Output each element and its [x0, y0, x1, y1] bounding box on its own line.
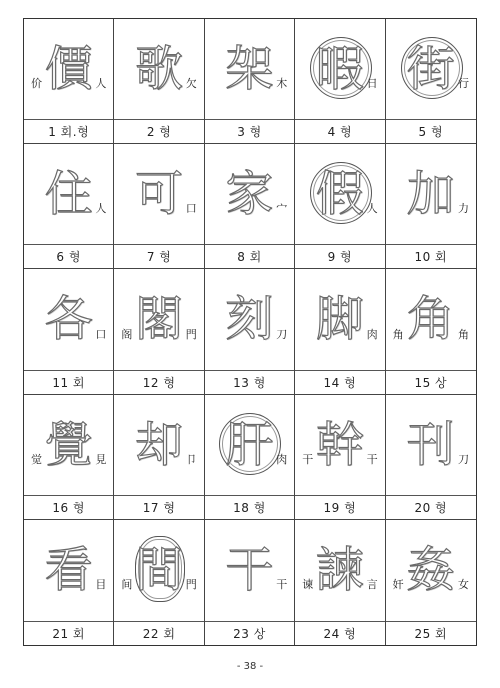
card-caption: 12 형	[142, 375, 176, 390]
card-caption: 5 형	[418, 125, 444, 140]
card-caption: 7 형	[146, 250, 172, 265]
glyph-area	[114, 269, 203, 370]
hanja-character: 間	[135, 542, 184, 599]
card-caption: 16 형	[52, 500, 86, 515]
glyph-area	[295, 520, 384, 622]
character-grid	[23, 18, 477, 646]
character-card	[24, 144, 114, 269]
hanja-character: 各	[44, 291, 93, 348]
radical-label: 力	[458, 202, 469, 216]
card-caption: 6 형	[56, 250, 81, 265]
radical-label: 門	[185, 578, 197, 592]
simplified-form: 价	[31, 77, 42, 91]
simplified-form: 觉	[31, 452, 42, 466]
page-number: - 38 -	[236, 661, 264, 672]
card-caption: 21 회	[52, 626, 86, 641]
hanja-character: 可	[135, 166, 184, 223]
glyph-area	[205, 269, 294, 370]
hanja-character: 刻	[225, 291, 274, 348]
hanja-character: 街	[406, 41, 455, 98]
radical-label: 人	[366, 202, 378, 216]
glyph-area	[114, 144, 203, 245]
hanja-character: 暇	[315, 41, 364, 98]
character-card	[114, 144, 204, 269]
radical-label: 人	[95, 202, 107, 216]
glyph-area	[205, 19, 294, 120]
character-card	[295, 395, 385, 520]
glyph-area	[205, 144, 294, 245]
character-card	[386, 269, 476, 394]
character-card	[205, 269, 295, 394]
radical-label: 目	[95, 578, 107, 592]
radical-label: 門	[185, 327, 197, 341]
card-caption: 11 회	[52, 375, 86, 390]
hanja-character: 幹	[315, 416, 364, 473]
card-caption: 20 형	[414, 500, 448, 515]
glyph-area	[295, 269, 384, 370]
hanja-character: 架	[225, 41, 274, 98]
card-caption: 24 형	[323, 626, 357, 641]
radical-label: 行	[458, 77, 469, 91]
character-card	[24, 395, 114, 520]
card-caption: 17 형	[142, 500, 176, 515]
character-card	[24, 520, 114, 645]
radical-label: 宀	[276, 202, 288, 216]
hanja-character: 却	[135, 416, 184, 473]
character-card	[386, 520, 476, 645]
glyph-area	[386, 395, 476, 496]
hanja-character: 歌	[135, 41, 184, 98]
glyph-area	[386, 269, 476, 370]
hanja-character: 閣	[135, 291, 184, 348]
radical-label: 木	[276, 77, 288, 91]
character-card	[295, 520, 385, 645]
character-card	[386, 19, 476, 144]
radical-label: 見	[95, 452, 107, 466]
character-card	[295, 19, 385, 144]
hanja-character: 角	[406, 291, 455, 348]
glyph-area	[386, 144, 476, 245]
card-caption: 13 형	[233, 375, 266, 390]
glyph-area	[295, 19, 384, 120]
hanja-character: 刊	[406, 416, 455, 473]
simplified-form: 干	[302, 452, 314, 466]
character-card	[205, 395, 295, 520]
character-card	[386, 144, 476, 269]
hanja-character: 假	[315, 166, 364, 223]
card-caption: 23 상	[233, 626, 266, 641]
card-caption: 25 회	[414, 626, 448, 641]
glyph-area	[205, 520, 294, 622]
radical-label: 肉	[276, 452, 288, 466]
card-caption: 4 형	[327, 125, 353, 140]
radical-label: 口	[185, 202, 197, 216]
character-card	[24, 19, 114, 144]
glyph-area	[295, 144, 384, 245]
card-caption: 8 회	[237, 250, 262, 265]
glyph-area	[114, 520, 203, 622]
simplified-form: 谏	[302, 578, 314, 592]
card-caption: 3 형	[237, 125, 262, 140]
radical-label: 肉	[366, 327, 378, 341]
simplified-form: 间	[121, 578, 133, 592]
character-card	[205, 520, 295, 645]
character-card	[24, 269, 114, 394]
simplified-form: 角	[392, 327, 404, 341]
glyph-area	[24, 395, 113, 496]
radical-label: 角	[458, 327, 469, 341]
hanja-character: 住	[44, 166, 93, 223]
hanja-character: 脚	[315, 291, 364, 348]
character-card	[114, 395, 204, 520]
card-caption: 10 회	[414, 250, 448, 265]
radical-label: 欠	[185, 77, 197, 91]
character-card	[205, 19, 295, 144]
card-caption: 9 형	[327, 250, 353, 265]
card-caption: 22 회	[142, 626, 176, 641]
card-caption: 1 회.형	[48, 125, 90, 140]
simplified-form: 奸	[392, 578, 404, 592]
character-card	[205, 144, 295, 269]
radical-label: 刀	[276, 327, 288, 341]
radical-label: 口	[95, 327, 107, 341]
hanja-character: 看	[44, 542, 93, 599]
hanja-character: 價	[44, 41, 93, 98]
glyph-area	[205, 395, 294, 496]
character-card	[114, 19, 204, 144]
radical-label: 日	[366, 77, 378, 91]
glyph-area	[386, 520, 476, 622]
character-card	[114, 520, 204, 645]
character-card	[114, 269, 204, 394]
card-caption: 14 형	[323, 375, 357, 390]
glyph-area	[114, 395, 203, 496]
hanja-character: 家	[225, 166, 274, 223]
card-caption: 15 상	[414, 375, 448, 390]
hanja-character: 諫	[315, 542, 364, 599]
hanja-character: 肝	[225, 416, 274, 473]
hanja-character: 干	[225, 542, 274, 599]
glyph-area	[24, 269, 113, 370]
glyph-area	[24, 520, 113, 622]
glyph-area	[24, 144, 113, 245]
glyph-area	[24, 19, 113, 120]
radical-label: 人	[95, 77, 107, 91]
character-card	[295, 144, 385, 269]
hanja-character: 覺	[44, 416, 93, 473]
radical-label: 干	[276, 578, 288, 592]
radical-label: 言	[366, 578, 378, 592]
glyph-area	[295, 395, 384, 496]
hanja-character: 姦	[406, 542, 455, 599]
glyph-area	[114, 19, 203, 120]
character-card	[295, 269, 385, 394]
radical-label: 干	[366, 452, 378, 466]
card-caption: 2 형	[146, 125, 172, 140]
radical-label: 女	[458, 578, 469, 592]
card-caption: 18 형	[233, 500, 266, 515]
character-card	[386, 395, 476, 520]
radical-label: 刀	[458, 452, 469, 466]
card-caption: 19 형	[323, 500, 357, 515]
hanja-character: 加	[406, 166, 455, 223]
simplified-form: 阁	[121, 327, 133, 341]
glyph-area	[386, 19, 476, 120]
radical-label: 卩	[185, 452, 197, 466]
